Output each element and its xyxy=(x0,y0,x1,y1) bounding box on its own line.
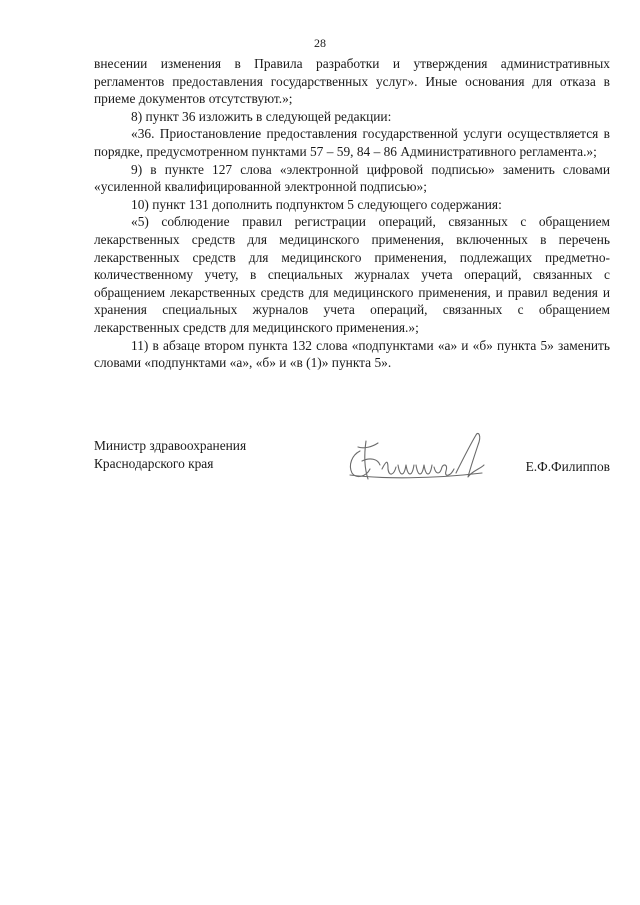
page-number: 28 xyxy=(314,36,326,50)
signatory-position-line-2: Краснодарского края xyxy=(94,455,214,471)
signatory-name: Е.Ф.Филиппов xyxy=(525,459,610,474)
paragraph-quote-5: «5) соблюдение правил регистрации операций, связанных с обращением лекарственных средств для медицинского применения, включенных в перечень лекарственных средств для медицинского применения, подлежащих предметно-количественному учету, в специальных журналах учета операций, связанных с обращением лекарственных средств для медицинского применения, и правил ведения и хранения специальных журналов учета операций, связанных с обращением лекарственных средств для медицинского применения.»; xyxy=(94,214,610,335)
signature-block xyxy=(94,437,610,497)
document-body xyxy=(94,55,610,372)
signatory-position-line-1: Министр здравоохранения xyxy=(94,438,247,453)
paragraph-item-11: 11) в абзаце втором пункта 132 слова «подпунктами «а» и «б» пункта 5» заменить словами «подпунктами «а», «б» и «в (1)» пункта 5». xyxy=(94,337,610,371)
signatory-position xyxy=(94,437,246,472)
paragraph-item-8: 8) пункт 36 изложить в следующей редакции: xyxy=(131,108,392,124)
paragraph-continuation: внесении изменения в Правила разработки и утверждения административных регламентов предоставления государственных услуг». Иные основания для отказа в приеме документов отсутствуют.»; xyxy=(94,56,610,107)
paragraph-quote-36: «36. Приостановление предоставления государственной услуги осуществляется в порядке, предусмотренном пунктами 57 – 59, 84 – 86 Административного регламента.»; xyxy=(94,126,610,159)
handwritten-signature xyxy=(342,429,507,491)
paragraph-item-9: 9) в пункте 127 слова «электронной цифровой подписью» заменить словами «усиленной квалифицированной электронной подписью»; xyxy=(94,161,610,195)
paragraph-item-10: 10) пункт 131 дополнить подпунктом 5 следующего содержания: xyxy=(131,196,502,212)
